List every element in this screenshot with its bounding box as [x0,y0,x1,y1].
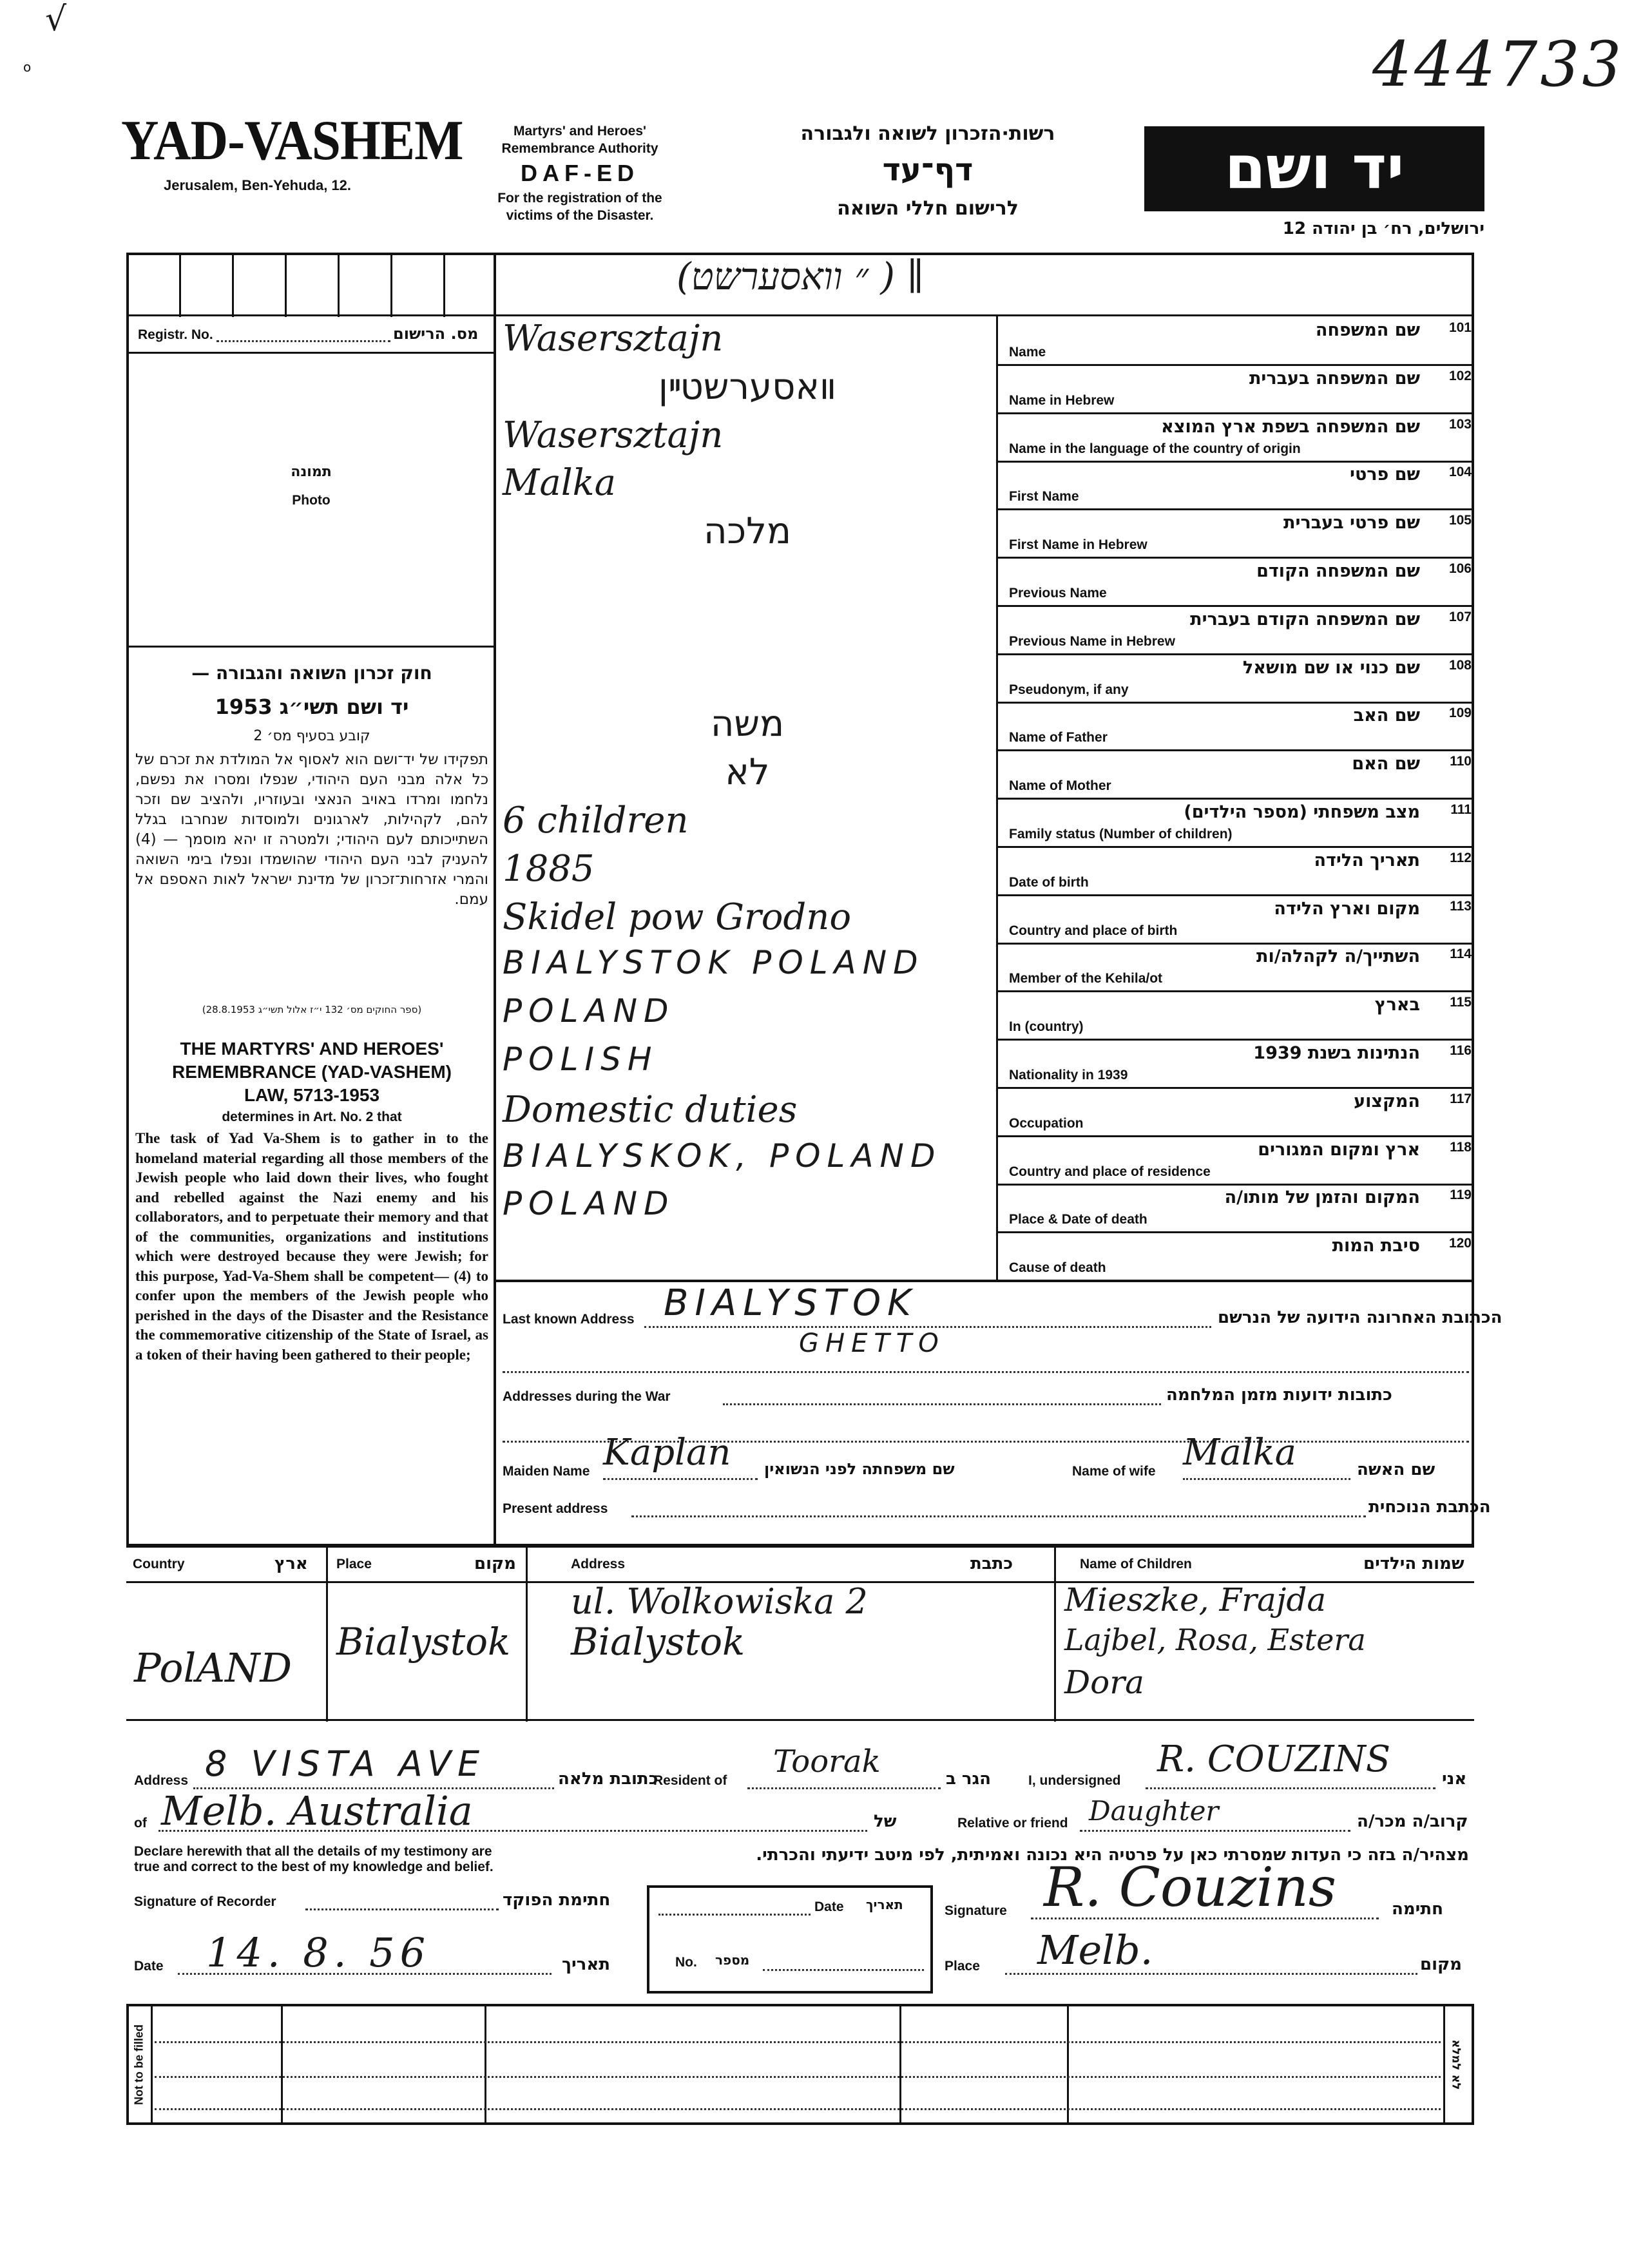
field-label: Name in the language of the country of origin [1009,441,1301,456]
date-value: 14. 8. 56 [206,1929,431,1976]
field-number: 103 [1448,417,1472,432]
brand-title: YAD-VASHEM [121,110,463,172]
field-number: 111 [1450,802,1472,817]
field-label: Name of Mother [1009,778,1111,793]
field-value-114: BIALYSTOK POLAND [503,944,925,981]
registry-label: Registr. No. [138,327,213,342]
of-dots [158,1830,867,1832]
field-label-he: שם האב [1353,706,1420,726]
col-country-he: ארץ [274,1554,308,1573]
field-label: First Name [1009,489,1079,504]
fields-column-divider [996,314,998,1281]
office-stamp-box [647,1885,933,1994]
wife-label: Name of wife [1072,1464,1156,1479]
wife-value: Malka [1183,1432,1296,1474]
field-label-he: הנתינות בשנת 1939 [1253,1043,1420,1063]
heb-authority: רשות·הזכרון לשואה ולגבורה [800,122,1055,145]
not-filled-label: Not to be filled [132,2024,146,2105]
field-label: Pseudonym, if any [1009,682,1129,697]
field-label: Cause of death [1009,1260,1106,1275]
field-row-113 [997,895,1474,945]
signature-label: Signature [945,1903,1007,1918]
law-heb-clause: קובע בסעיף מס׳ 2 [253,728,370,744]
field-row-118 [997,1136,1474,1186]
field-number: 105 [1448,513,1472,528]
signature-value: R. Couzins [1044,1856,1336,1919]
field-value-117: Domestic duties [503,1089,798,1131]
field-label: Country and place of residence [1009,1164,1211,1179]
office-use-grid [126,2004,1474,2125]
field-label: Date of birth [1009,875,1089,890]
wife-label-he: שם האשה [1357,1460,1435,1479]
field-label-he: המקצוע [1354,1091,1420,1111]
field-row-101 [997,316,1474,366]
field-row-111 [997,798,1474,848]
left-column-divider [494,253,496,1546]
field-label: Name in Hebrew [1009,393,1115,408]
maiden-label-he: שם משפחתה לפני הנשואין [764,1460,955,1478]
field-row-115 [997,991,1474,1041]
last-known-value2: GHETTO [799,1329,945,1358]
serial-number: 444733 [1372,28,1624,101]
law-heb-ref: (ספר החוקים מס׳ 132 י״ז אלול תשי״ג 28.8.1953) [202,1004,422,1015]
last-known-label-he: הכתובת האחרונה הידועה של הנרשם [1218,1308,1502,1327]
heb-daf-ed: דף־עד [882,152,974,188]
field-label: Member of the Kehila/ot [1009,971,1163,986]
field-label: Previous Name in Hebrew [1009,634,1175,649]
field-value-105: מלכה [703,510,792,552]
date-label: Date [134,1959,164,1974]
yad-vashem-logo [1144,126,1484,211]
col-children: Name of Children [1080,1557,1192,1571]
field-number: 101 [1448,320,1472,335]
field-label: In (country) [1009,1019,1084,1034]
law-en-title2: REMEMBRANCE (YAD-VASHEM) [171,1062,452,1082]
field-label-he: שם פרטי [1350,465,1420,485]
children-names2: Lajbel, Rosa, Estera [1064,1622,1366,1657]
field-label-he: מצב משפחתי (מספר הילדים) [1184,802,1420,822]
during-war-label-he: כתובות ידועות מזמן המלחמה [1166,1385,1392,1405]
field-number: 112 [1450,850,1472,865]
col-address-he: כתבת [970,1554,1013,1573]
authority-block [464,122,696,224]
field-number: 119 [1450,1187,1472,1202]
field-value-112: 1885 [503,848,595,890]
address-block-top [494,1280,1474,1282]
children-names1: Mieszke, Frajda [1064,1581,1327,1619]
box-no-he: מספר [715,1952,750,1968]
col-place: Place [336,1557,372,1571]
place-label: Place [945,1959,980,1974]
box-date-dots [658,1914,811,1916]
field-number: 107 [1448,610,1472,624]
law-heb-body: תפקידו של יד־ושם הוא לאסוף אל המולדת את זכרם של כל אלה מבני העם היהודי, שנפלו ומסרו את נפשם, נלחמו ומרדו באויב הנאצי ובעוזריו, ולהציב שם וזכר להם, לקהילות, לארגונים ולמוסדות שנחרבו בגלל השתייכותם לעם היהודי; ולמטרה זו יהא מוסמך — (4) להעניק לבני העם היהודי שהושמדו ונפלו בימי השואה והמרי אזרחות־זכרון של מדינת ישראל לאות האספם אל עמם. [135,751,488,908]
decl-address-value: 8 VISTA AVE [205,1744,486,1784]
signature-dots [1031,1917,1379,1919]
registry-boxes [126,253,496,317]
signature-he: חתימה [1392,1899,1443,1919]
field-row-120 [997,1232,1474,1282]
decl-address-label: Address [134,1773,189,1788]
field-row-112 [997,847,1474,896]
field-value-110: לא [725,751,770,793]
not-filled-label-he: לא למלא [1449,2039,1463,2090]
field-label: Name of Father [1009,730,1108,745]
date-he: תאריך [562,1955,611,1974]
field-number: 102 [1448,369,1472,383]
registry-line [126,352,496,354]
field-value-109: משה [710,703,785,745]
field-number: 116 [1450,1043,1472,1058]
decl-address-he: כתובת מלאה [558,1769,658,1789]
relative-he: קרוב/ה מכר/ה [1357,1812,1468,1831]
law-en-title [135,1037,488,1107]
resident-value: Toorak [773,1744,881,1780]
field-label-he: בארץ [1374,995,1420,1015]
field-row-107 [997,606,1474,655]
field-label: First Name in Hebrew [1009,537,1147,552]
field-number: 106 [1448,561,1472,576]
of-he: של [874,1812,897,1831]
declare-text: Declare herewith that all the details of my testimony are true and correct to the best of my knowledge and belief. [134,1844,494,1874]
corner-dot: o [23,59,32,75]
field-number: 110 [1450,754,1472,769]
undersigned-label: I, undersigned [1028,1773,1121,1788]
field-label-he: שם המשפחה הקודם בעברית [1190,610,1420,629]
maiden-dots [603,1478,758,1480]
children-table [126,1548,1474,1722]
field-row-119 [997,1184,1474,1233]
heb-registration: לרישום חללי השואה [837,197,1019,220]
relative-dots [1080,1830,1350,1832]
law-en-title1: THE MARTYRS' AND HEROES' [180,1039,444,1059]
field-value-104: Malka [503,462,616,504]
relative-value: Daughter [1089,1795,1219,1827]
field-label: Place & Date of death [1009,1212,1147,1227]
photo-bottom-line [126,646,496,648]
children-names3: Dora [1064,1664,1144,1701]
field-label: Nationality in 1939 [1009,1068,1128,1082]
child-address-value1: ul. Wolkowiska 2 [571,1581,868,1622]
present-label-he: הכתבת הנוכחית [1368,1497,1491,1517]
maiden-value: Kaplan [603,1432,731,1474]
law-en-sub: determines in Art. No. 2 that [222,1110,402,1124]
law-heb-title: חוק זכרון השואה והגבורה — [191,662,432,684]
col-address: Address [571,1557,626,1571]
authority-line2: Remembrance Authority [501,141,658,156]
present-dots [631,1515,1366,1517]
relative-label: Relative or friend [957,1816,1068,1831]
field-value-102: װאסערשטײן [658,366,837,408]
col-place-he: מקום [474,1554,516,1573]
of-label: of [134,1816,147,1831]
field-row-110 [997,750,1474,800]
during-war-label: Addresses during the War [503,1389,671,1404]
top-annotation: (״ וואסערשט ) ∥ [677,255,925,298]
registry-dots [216,340,390,342]
resident-label: Resident of [653,1773,727,1788]
authority-line1: Martyrs' and Heroes' [513,124,647,139]
field-label: Occupation [1009,1116,1084,1131]
box-date-he: תאריך [866,1897,903,1912]
last-known-dots [644,1326,1211,1328]
field-row-109 [997,702,1474,751]
resident-he: הגר ב [946,1769,992,1789]
field-label-he: מקום וארץ הלידה [1274,899,1420,919]
field-label: Name [1009,345,1046,360]
law-en-title3: LAW, 5713-1953 [244,1085,380,1105]
undersigned-he: אני [1442,1769,1467,1789]
field-value-111: 6 children [503,800,689,841]
place-value: Melb. [1037,1927,1153,1974]
field-row-102 [997,365,1474,414]
field-value-113: Skidel pow Grodno [503,896,852,938]
recorder-label: Signature of Recorder [134,1894,276,1909]
field-label-he: סיבת המות [1332,1236,1420,1256]
field-label-he: שם המשפחה בשפת ארץ המוצא [1161,417,1420,437]
field-value-103: Wasersztajn [503,414,724,456]
field-number: 117 [1450,1091,1472,1106]
child-address-value2: Bialystok [571,1620,745,1664]
daf-ed-title: DAF-ED [521,160,639,186]
last-known-value1: BIALYSTOK [664,1282,917,1324]
registration-line2: victims of the Disaster. [506,208,654,223]
field-label-he: שם פרטי בעברית [1283,513,1420,533]
during-war-dots [723,1403,1161,1405]
wife-dots [1183,1478,1350,1480]
field-label: Previous Name [1009,586,1107,601]
field-row-117 [997,1088,1474,1137]
resident-dots [747,1787,941,1789]
undersigned-value: R. COUZINS [1157,1738,1391,1780]
field-row-108 [997,654,1474,704]
field-value-115: POLAND [503,992,675,1030]
field-number: 118 [1450,1140,1472,1155]
field-number: 115 [1450,995,1472,1010]
field-label: Family status (Number of children) [1009,827,1233,841]
field-label: Country and place of birth [1009,923,1178,938]
child-country-value: PolAND [134,1644,293,1691]
of-value: Melb. Australia [161,1787,473,1834]
box-no-dots [763,1969,924,1971]
field-number: 113 [1450,899,1472,914]
registration-line1: For the registration of the [497,191,662,206]
field-row-106 [997,557,1474,607]
field-row-104 [997,461,1474,510]
field-row-103 [997,413,1474,463]
photo-label: Photo [292,493,331,508]
field-value-116: POLISH [503,1041,658,1078]
field-label-he: שם המשפחה [1315,320,1420,340]
field-number: 120 [1448,1236,1472,1251]
field-label-he: שם המשפחה הקודם [1256,561,1420,581]
box-no-label: No. [675,1955,697,1970]
law-en-body: The task of Yad Va-Shem is to gather in to the homeland material regarding all those members of the Jewish people who laid down their lives, who fought and rebelled against the Nazi enemy and his collaborators, and to perpetuate their memory and that of the communities, organizations and institutions which were destroyed because they were Jewish; for this purpose, Yad-Va-Shem shall be competent— (4) to confer upon the members of the Jewish people who perished in the days of the Disaster and the Resistance the commemorative citizenship of the State of Israel, as a token of their having been gathered to their people; [135,1130,488,1363]
recorder-dots [305,1908,499,1910]
field-number: 109 [1448,706,1472,720]
field-label-he: השתייך/ה לקהלה/ות [1256,947,1420,966]
field-label-he: שם כנוי או שם מושאל [1242,658,1420,678]
law-heb-year: יד ושם תשי״ג 1953 [215,695,409,719]
recorder-he: חתימת הפוקד [503,1890,611,1910]
field-row-116 [997,1039,1474,1089]
field-number: 114 [1450,947,1472,961]
heb-address: ירושלים, רח׳ בן יהודה 12 [1282,219,1484,238]
present-label: Present address [503,1501,608,1516]
field-number: 108 [1448,658,1472,673]
box-date-label: Date [814,1899,844,1914]
undersigned-dots [1146,1787,1435,1789]
logo-text: יד ושם [1224,133,1405,202]
field-label-he: המקום והזמן של מותו/ה [1224,1187,1420,1207]
col-country: Country [133,1557,185,1571]
field-number: 104 [1448,465,1472,479]
field-value-101: Wasersztajn [503,318,724,360]
registry-label-he: מס. הרישום [393,325,479,343]
field-value-118: BIALYSKOK, POLAND [503,1137,942,1175]
photo-label-he: תמונה [291,464,332,480]
col-children-he: שמות הילדים [1363,1554,1464,1573]
field-label-he: שם האם [1352,754,1420,774]
field-label-he: שם המשפחה בעברית [1249,369,1420,389]
field-label-he: ארץ ומקום המגורים [1258,1140,1420,1160]
field-label-he: תאריך הלידה [1314,850,1420,870]
child-place-value: Bialystok [336,1620,511,1664]
check-mark: √ [45,0,67,39]
last-known-label: Last known Address [503,1312,635,1327]
field-row-105 [997,509,1474,559]
field-value-119: POLAND [503,1185,675,1222]
brand-address: Jerusalem, Ben-Yehuda, 12. [164,177,352,193]
date-dots [178,1973,552,1975]
maiden-label: Maiden Name [503,1464,590,1479]
place-dots [1005,1973,1417,1975]
place-he: מקום [1420,1955,1462,1974]
declare-text-he: מצהיר/ה בזה כי העדות שמסרתי כאן על פרטיה היא נכונה ואמיתית, לפי מיטב ידיעתי והכרתי. [756,1845,1469,1865]
address-line2 [503,1371,1469,1373]
field-row-114 [997,943,1474,992]
